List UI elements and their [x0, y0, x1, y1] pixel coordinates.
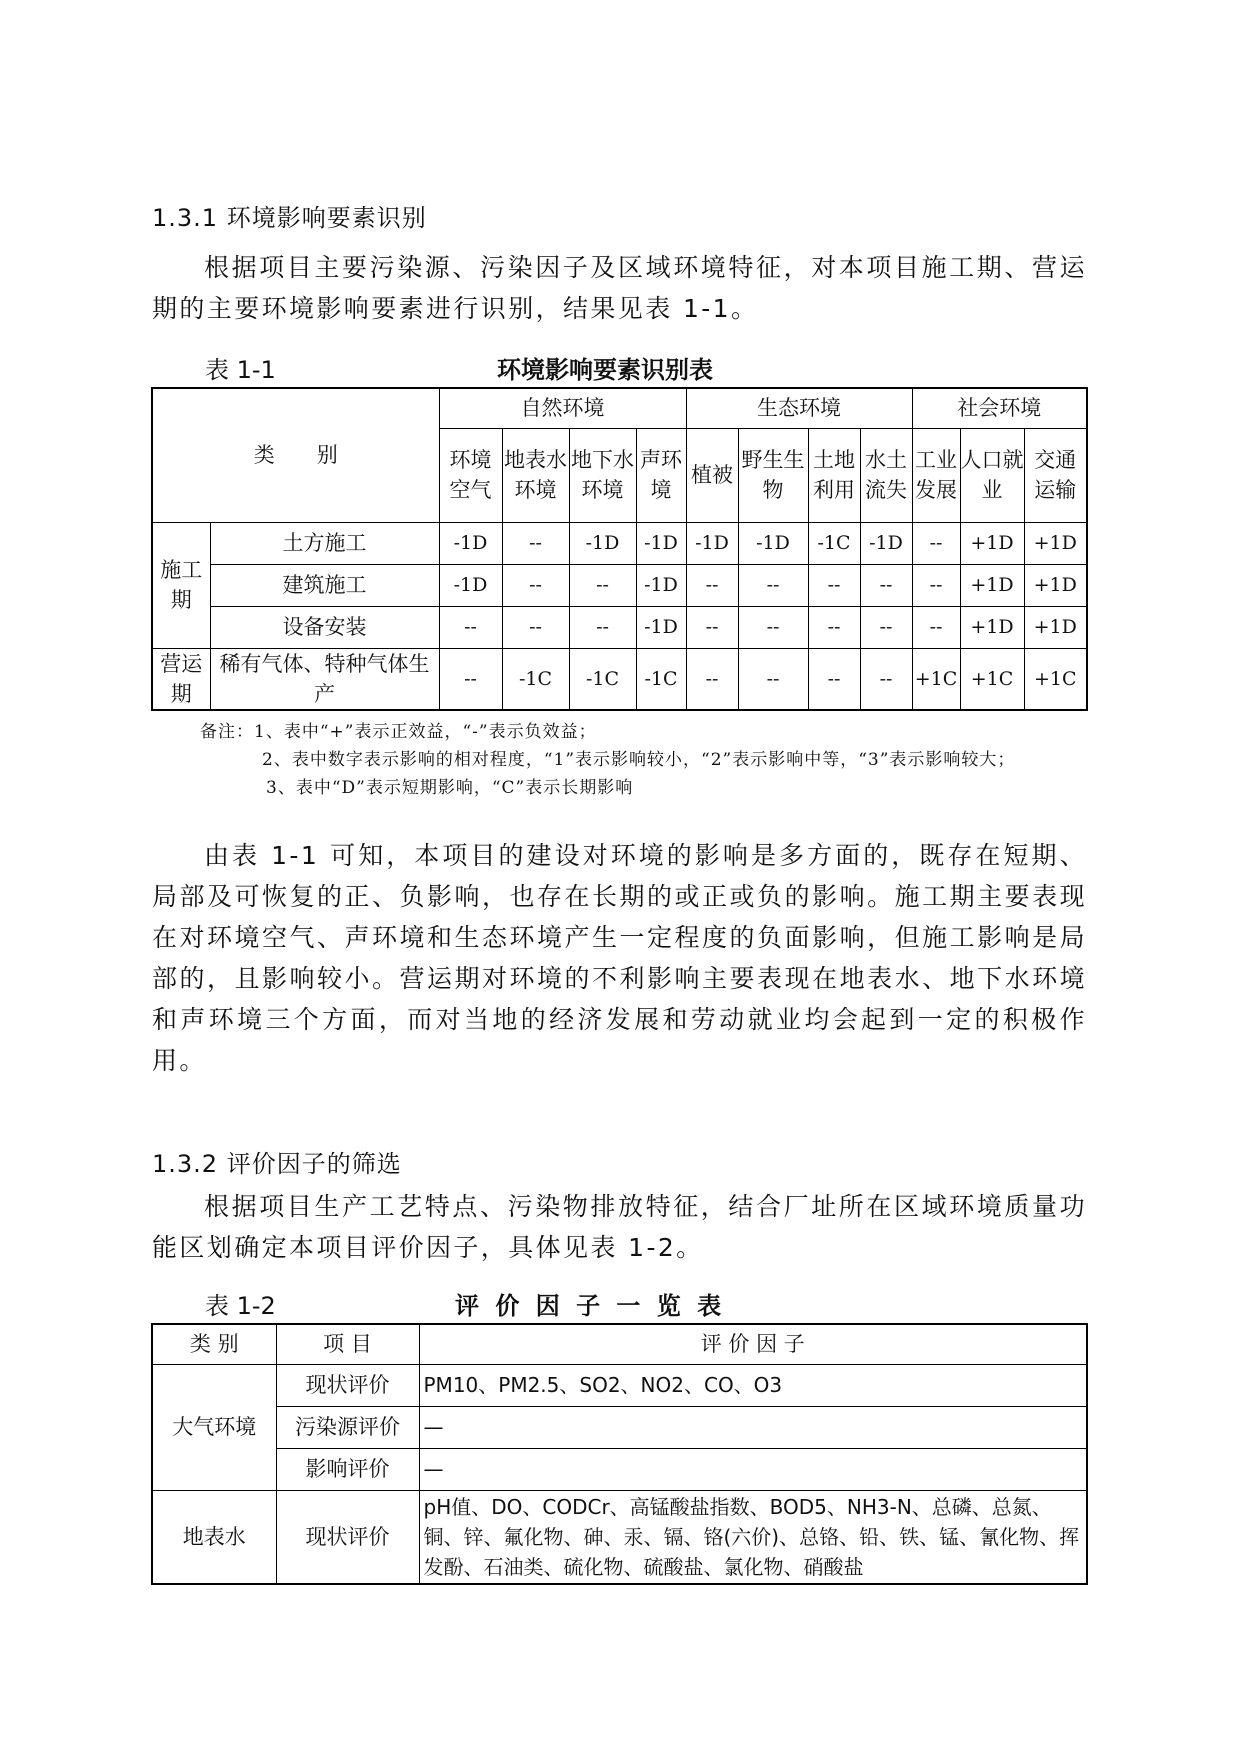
item-label: 现状评价 — [276, 1490, 419, 1584]
col-header: 人口就业 — [960, 428, 1024, 522]
table-cell: -- — [439, 606, 502, 648]
col-header: 环境空气 — [439, 428, 502, 522]
note-2: 2、表中数字表示影响的相对程度，“1”表示影响较小，“2”表示影响中等，“3”表示影响较大； — [262, 750, 1016, 770]
header-item: 项 目 — [276, 1324, 419, 1364]
table1-title: 环境影响要素识别表 — [497, 356, 713, 384]
table-cell: -1D — [860, 522, 912, 564]
table-cell: -- — [912, 564, 960, 606]
group-natural: 自然环境 — [439, 388, 686, 428]
header-factor: 评 价 因 子 — [419, 1324, 1087, 1364]
factor-cell: PM10、PM2.5、SO2、NO2、CO、O3 — [419, 1364, 1087, 1406]
row-label: 设备安装 — [210, 606, 439, 648]
table-cell: -- — [912, 522, 960, 564]
col-header: 野生生物 — [738, 428, 808, 522]
table1-label: 表 1-1 — [205, 356, 276, 384]
table-cell: -1D — [636, 522, 686, 564]
col-header: 声环境 — [636, 428, 686, 522]
col-header: 交通运输 — [1024, 428, 1087, 522]
table-cell: -- — [912, 606, 960, 648]
table-cell: +1D — [1024, 564, 1087, 606]
header-category: 类 别 — [152, 1324, 276, 1364]
category-atmosphere: 大气环境 — [152, 1364, 276, 1490]
table2-title: 评 价 因 子 一 览 表 — [455, 1292, 726, 1320]
section-heading-1-3-1: 1.3.1 环境影响要素识别 — [152, 204, 427, 232]
table-cell: -- — [860, 606, 912, 648]
row-label: 土方施工 — [210, 522, 439, 564]
table-cell: +1D — [1024, 606, 1087, 648]
table-cell: -- — [738, 648, 808, 710]
table-cell: -- — [738, 606, 808, 648]
table-cell: -1D — [686, 522, 738, 564]
table-cell: +1D — [960, 522, 1024, 564]
table-cell: -1D — [636, 606, 686, 648]
table-cell: -- — [686, 564, 738, 606]
note-1: 备注：1、表中“+”表示正效益，“-”表示负效益； — [200, 722, 597, 742]
factor-cell: — — [419, 1406, 1087, 1448]
col-header: 水土流失 — [860, 428, 912, 522]
evaluation-factor-table — [151, 1323, 1088, 1585]
table-cell: +1D — [960, 606, 1024, 648]
col-header: 工业发展 — [912, 428, 960, 522]
table-cell: -- — [569, 564, 636, 606]
table-cell: +1C — [1024, 648, 1087, 710]
category-surface-water: 地表水 — [152, 1490, 276, 1584]
table-cell: -1D — [439, 522, 502, 564]
table-cell: -- — [569, 606, 636, 648]
table-cell: -- — [439, 648, 502, 710]
table-cell: -- — [860, 564, 912, 606]
table-cell: -- — [686, 606, 738, 648]
table-cell: -- — [860, 648, 912, 710]
col-header: 植被 — [686, 428, 738, 522]
table-cell: -1D — [636, 564, 686, 606]
section-heading-1-3-2: 1.3.2 评价因子的筛选 — [152, 1150, 402, 1178]
table-cell: +1C — [912, 648, 960, 710]
item-label: 污染源评价 — [276, 1406, 419, 1448]
table-cell: -- — [502, 522, 569, 564]
table-cell: +1D — [960, 564, 1024, 606]
row-label: 建筑施工 — [210, 564, 439, 606]
analysis-text: 由表 1-1 可知，本项目的建设对环境的影响是多方面的，既存在短期、局部及可恢复的正、负影响，也存在长期的或正或负的影响。施工期主要表现在对环境空气、声环境和生态环境产生一定程度的负面影响，但施工影响是局部的，且影响较小。营运期对环境的不利影响主要表现在地表水、地下水环境和声环境三个方面，而对当地的经济发展和劳动就业均会起到一定的积极作用。 — [152, 841, 1087, 1075]
row-label: 稀有气体、特种气体生产 — [210, 648, 439, 710]
table-cell: +1D — [1024, 522, 1087, 564]
impact-identification-table — [151, 387, 1088, 711]
col-header: 地下水环境 — [569, 428, 636, 522]
factor-cell: pH值、DO、CODCr、高锰酸盐指数、BOD5、NH3-N、总磷、总氮、铜、锌、氟化物、砷、汞、镉、铬(六价)、总铬、铅、铁、锰、氰化物、挥发酚、石油类、硫化物、硫酸盐、氯化物、硝酸盐 — [419, 1490, 1087, 1584]
factor-cell: — — [419, 1448, 1087, 1490]
group-social: 社会环境 — [912, 388, 1087, 428]
analysis-paragraph — [152, 835, 1087, 1081]
intro-text: 根据项目主要污染源、污染因子及区域环境特征，对本项目施工期、营运期的主要环境影响要素进行识别，结果见表 1-1。 — [152, 253, 1087, 323]
table-cell: -1C — [808, 522, 860, 564]
table-cell: -- — [738, 564, 808, 606]
col-header: 土地利用 — [808, 428, 860, 522]
table-cell: -- — [808, 648, 860, 710]
note-3: 3、表中“D”表示短期影响，“C”表示长期影响 — [266, 778, 634, 798]
table-cell: -1D — [569, 522, 636, 564]
item-label: 现状评价 — [276, 1364, 419, 1406]
table-cell: -- — [808, 606, 860, 648]
table2-label: 表 1-2 — [205, 1292, 276, 1320]
factor-paragraph — [152, 1186, 1087, 1268]
table-cell: -- — [808, 564, 860, 606]
group-ecological: 生态环境 — [686, 388, 912, 428]
table-cell: -1D — [439, 564, 502, 606]
factor-text: 根据项目生产工艺特点、污染物排放特征，结合厂址所在区域环境质量功能区划确定本项目评价因子，具体见表 1-2。 — [152, 1192, 1087, 1262]
table1-notes — [200, 718, 1090, 802]
table-cell: -- — [686, 648, 738, 710]
table-cell: -1D — [738, 522, 808, 564]
intro-paragraph — [152, 247, 1087, 329]
table-cell: -1C — [636, 648, 686, 710]
category-header: 类 别 — [152, 388, 439, 522]
table-cell: +1C — [960, 648, 1024, 710]
period-construction: 施工期 — [152, 522, 210, 648]
table-cell: -1C — [569, 648, 636, 710]
table-cell: -- — [502, 606, 569, 648]
table-cell: -1C — [502, 648, 569, 710]
col-header: 地表水环境 — [502, 428, 569, 522]
item-label: 影响评价 — [276, 1448, 419, 1490]
period-operation: 营运期 — [152, 648, 210, 710]
table-cell: -- — [502, 564, 569, 606]
